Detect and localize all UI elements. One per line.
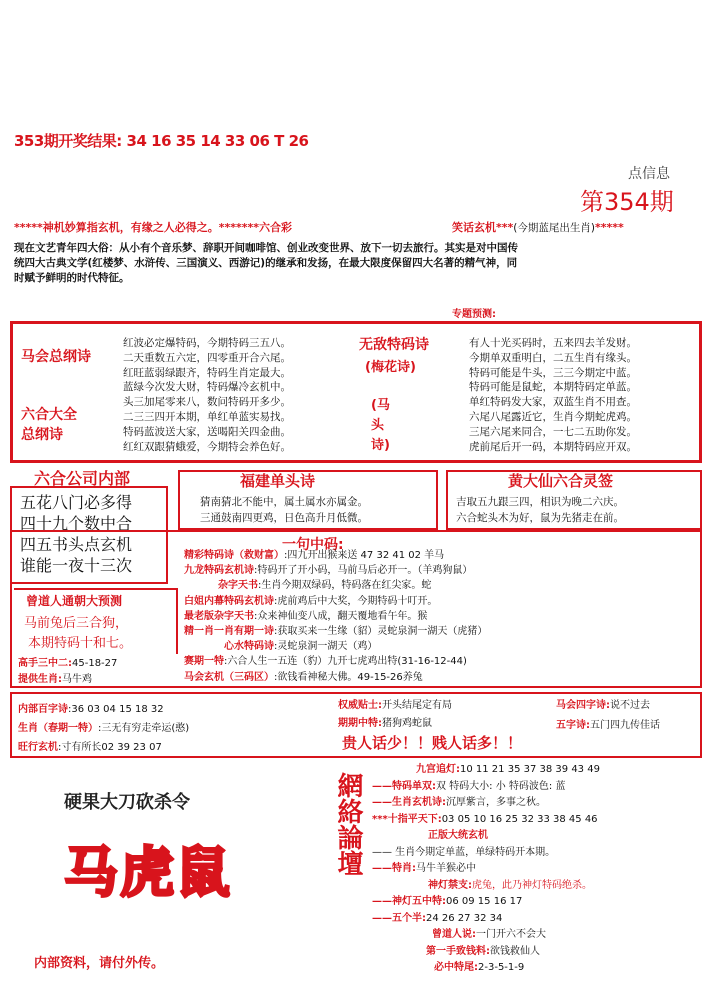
knife-title: 硬果大刀砍杀令 [64,792,190,813]
five-char-row: 五字诗:五门四九传佳话 [556,720,660,731]
slogan-right-title: 笑话玄机*** [452,221,514,234]
top-poem-box [10,321,702,463]
company-line: 五花八门必多得 [20,493,133,512]
bottom-left-row: 内部百字诗:36 03 04 15 18 32 [18,704,164,715]
zeng-box [14,588,178,654]
slogan-right-tail: ***** [594,221,624,234]
poem-line: 二三三四开本期，单红单蓝实易找。 [123,410,291,423]
zeng-title: 曾道人通朝大预测 [26,594,123,608]
poem-line: 今期单双重明白，二五生肖有缘头。 [469,351,637,364]
mid-title-1: 无敌特码诗 [359,337,429,353]
mid-row: 精一肖一肖有期一诗:获取买来一生缘（貂）灵蛇泉洞一湖天（虎猪） [184,626,488,638]
result-numbers: 34 16 35 14 33 06 T 26 [126,132,309,150]
bottom-left-rows [18,700,189,757]
fujian-title: 福建单头诗 [240,472,316,490]
fujian-line-2: 三通鼓南四更鸡，日色高升月低微。 [200,512,368,524]
mid-title-3: (马头诗) [371,398,390,453]
poem-line: 特码蓝波送大家，送喝阳关四金曲。 [123,425,291,438]
mid-row: 杂字天书:生肖今期双绿码，特码落在红尖家。蛇 [218,580,432,592]
forum-rows [372,762,600,977]
poem-line: 虎前尾后开一码，本期特码应开双。 [469,440,637,453]
mid-row: 最老版杂字天书:众来神仙变八成，翻天覆地看午年。猴 [184,610,428,622]
poem-left [123,336,291,454]
huangdaxian-line-2: 六合蛇头木为好，鼠为先猪走在前。 [456,512,624,524]
zeng-line-1: 马前兔后三合狗， [24,616,129,631]
company-title: 六合公司内部 [34,469,131,488]
forum-row: ——神灯五中特:06 09 15 16 17 [372,896,523,907]
intro-text [14,241,518,286]
company-line: 四十九个数中合 [20,514,133,533]
bottom-box [10,692,702,758]
forum-row: 曾道人说:一门开六不会大 [432,929,546,940]
mid-row: 九龙特码玄机诗:特码开了开小码，马前马后必开一。（羊鸡狗鼠） [184,565,473,577]
result-line [14,130,308,151]
bottom-left-row: 生肖（春期一特）:三无有穷走牵运(憨) [18,723,190,734]
issue-number: 第354期 [580,188,674,216]
slogan-left: *****神机妙算指玄机，有缘之人必得之。*******六合彩 [14,221,293,234]
forum-row: 必中特尾:2-3-5-1-9 [434,962,525,973]
mid-row: 赛期一特:六合人生一五连（豹）九开七虎鸡出特(31-16-12-44) [184,656,467,668]
bottom-left-row: 旺行玄机:寸有所长02 39 23 07 [18,742,162,753]
forum-row: ——生肖玄机诗:沉厚紫言，多事之秋。 [372,797,546,808]
result-label: 353期开奖结果: [14,132,122,150]
poem-line: 特码可能是鼠蛇，本期特码定单蓝。 [469,381,637,394]
poem-line: 三尾六尾来同合，一七二五助你发。 [469,425,637,438]
mid-title-2: (梅花诗) [365,360,416,375]
info-label: 点信息 [628,166,670,182]
poem-line: 蓝绿今次发大财，特码爆冷玄机中。 [123,381,291,394]
mid-row: 精彩特码诗（救财富）:四九开出猴来送 47 32 41 02 羊马 [184,550,445,561]
left-title-1: 马会总纲诗 [21,349,91,365]
poem-right [469,336,637,454]
mid-box-title: 一句中码: [282,537,344,553]
mid-box [10,530,702,688]
mid-row: 心水特码诗:灵蛇泉洞一湖天（鸡） [224,641,378,653]
footer-note: 内部资料，请付外传。 [34,956,165,971]
forum-row: ——特肖:马牛羊猴必中 [372,863,476,874]
huangdaxian-line-1: 吉取五九跟三四，相识为晚二六庆。 [456,496,624,508]
mid-row: 白姐内幕特码玄机诗:虎前鸡后中大奖，今期特码十叮开。 [184,595,438,607]
mid-row: 马会玄机（三码区）:欲钱看神秘大佛。49-15-26养兔 [184,671,423,683]
big-zodiac: 马虎鼠 [64,841,232,904]
poem-line: 六尾八尾露近它，生肖今期蛇虎鸡。 [469,410,637,423]
poem-line: 单红特码发大家，双蓝生肖不用查。 [469,396,637,409]
poem-line: 二天重数五六定，四零重开合六尾。 [123,351,291,364]
huangdaxian-box [446,470,702,530]
poem-line: 特码可能是牛头，三三今期定中蓝。 [469,366,637,379]
poem-line: 头三加尾零来八，数问特码开多少。 [123,396,291,409]
poem-line: 红红双跟猜蛾爱，今期特会养色好。 [123,440,291,453]
forum-row: 九宫追灯:10 11 21 35 37 38 39 43 49 [416,764,600,775]
poem-line: 红波必定爆特码，今期特码三五八。 [123,337,291,349]
intro-line: 统四大古典文学(红楼梦、水浒传、三国演义、西游记)的继承和发扬，在最大限度保留四大名著的精气神，同 [14,257,518,269]
forecast-label: 专题预测: [452,309,496,320]
huangdaxian-title: 黄大仙六合灵签 [508,472,614,490]
slogan-right-note: (今期蓝尾出生肖) [513,222,595,234]
intro-line: 现在文艺青年四大俗：从小有个音乐梦、辞职开间咖啡馆、创业改变世界、放下一切去旅行。其实是对中国传 [14,242,518,254]
forum-vertical-title: 網絡論壇 [333,772,363,876]
forum-row: 神灯禁支:虎兔，此乃神灯特码绝杀。 [428,879,592,891]
left-title-2b: 总纲诗 [21,427,63,443]
slogan-right [452,219,624,235]
forum-row: —— 生肖今期定单蓝，单绿特码开本期。 [372,846,556,858]
mid-box-rows [184,548,487,685]
forum-row: ——特码单双:双 特码大小: 小 特码波色: 蓝 [372,780,566,792]
forum-row: 第一手致钱料:欲钱救仙人 [426,945,540,957]
provider-row: 提供生肖:马牛鸡 [18,674,92,685]
company-line: 谁能一夜十三次 [20,556,133,575]
poem-line: 红旺蓝弱绿跟齐，特码生肖定最大。 [123,366,291,379]
gaoshou-row: 高手三中二:45-18-27 [18,658,118,669]
zeng-line-2: 本期特码十和七。 [28,636,133,651]
forum-row: ***十指平天下:03 05 10 16 25 32 33 38 45 46 [372,813,598,825]
poem-line: 有人十光买码时，五来四去羊发财。 [469,337,637,349]
company-line: 四五书头点玄机 [20,535,133,554]
fujian-box [178,470,438,530]
left-title-2a: 六合大全 [21,407,77,423]
intro-line: 时赋予鲜明的时代特征。 [14,272,130,284]
authority-row: 权威贴士:开头结尾定有局 [338,700,452,711]
noble-slogan: 贵人话少！！贱人话多！！ [342,734,523,752]
four-char-row: 马会四字诗:说不过去 [556,700,650,711]
forum-row: 正版大统玄机 [428,830,488,841]
forum-row: ——五个半:24 26 27 32 34 [372,912,503,924]
fujian-line-1: 猜南猜北不能中，属土属水亦属金。 [200,496,368,508]
period-row: 期期中特:猪狗鸡蛇鼠 [338,718,432,729]
